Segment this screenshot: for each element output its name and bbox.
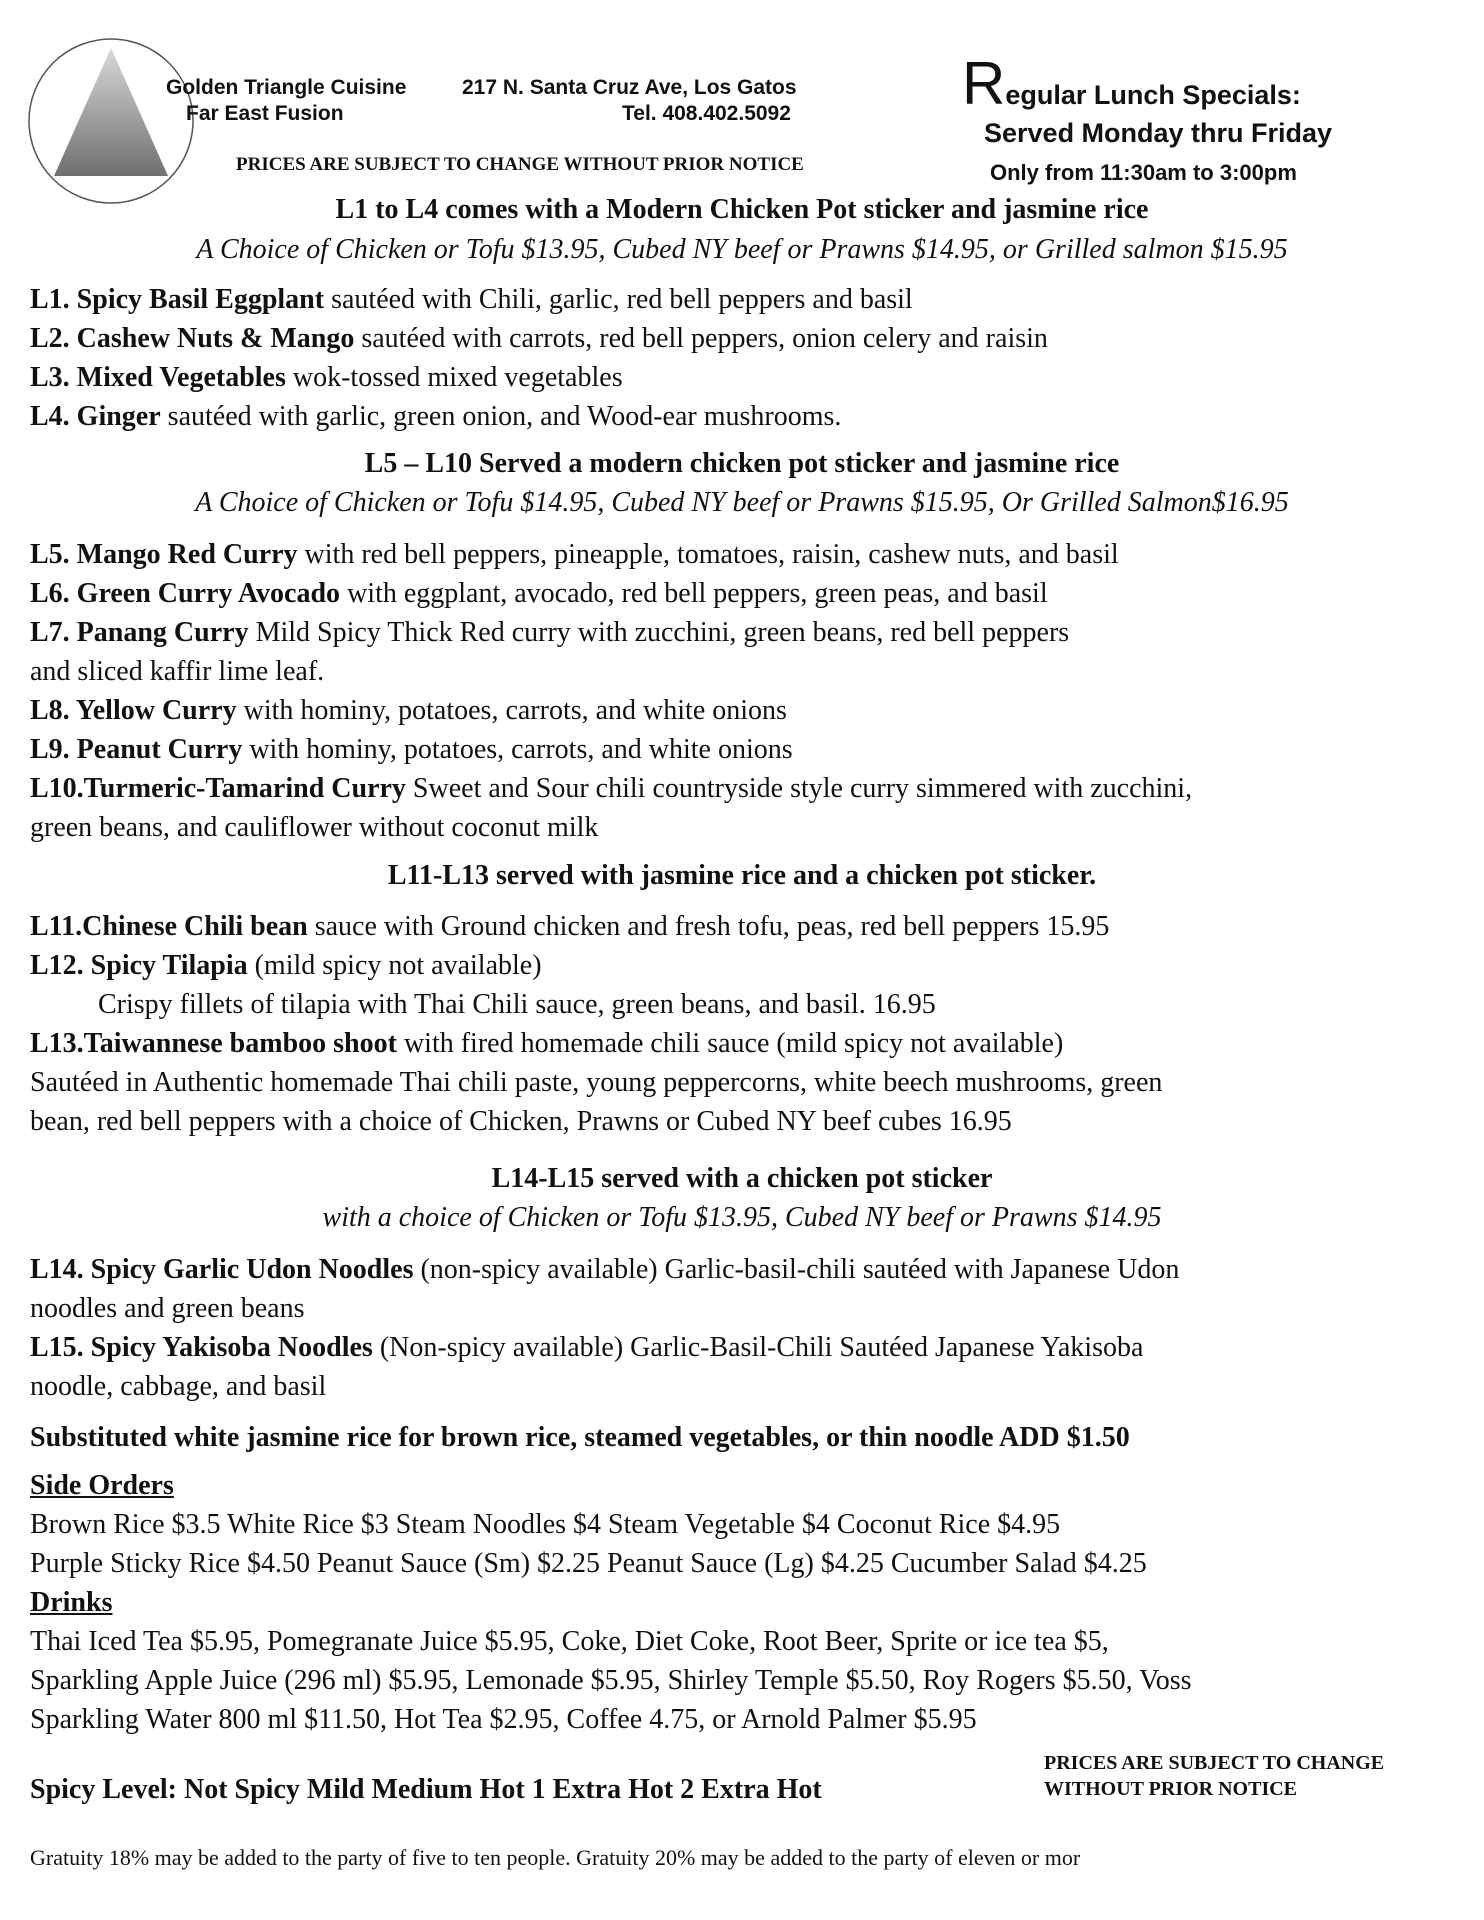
drinks-line: Sparkling Apple Juice (296 ml) $5.95, Lemonade $5.95, Shirley Temple $5.50, Roy Rogers $5.50, Voss [30,1665,1192,1696]
list-item: L15. Spicy Yakisoba Noodles (Non-spicy available) Garlic-Basil-Chili Sautéed Japanese Yakisoba [30,1332,1144,1363]
section-heading-l1-l4: L1 to L4 comes with a Modern Chicken Pot sticker and jasmine rice [335,194,1149,225]
triangle-logo-icon [26,36,196,206]
spicy-level: Spicy Level: Not Spicy Mild Medium Hot 1 Extra Hot 2 Extra Hot [30,1774,822,1805]
served-days: Served Monday thru Friday [984,118,1333,148]
list-item: L8. Yellow Curry with hominy, potatoes, carrots, and white onions [30,695,787,726]
restaurant-address: 217 N. Santa Cruz Ave, Los Gatos [462,76,797,99]
drinks-line: Thai Iced Tea $5.95, Pomegranate Juice $5.95, Coke, Diet Coke, Root Beer, Sprite or ice tea $5, [30,1626,1109,1657]
list-item-continuation: Sautéed in Authentic homemade Thai chili paste, young peppercorns, white beech mushrooms, green [30,1067,1163,1098]
substitution-note: Substituted white jasmine rice for brown rice, steamed vegetables, or thin noodle ADD $1.50 [30,1422,1130,1453]
list-item: L2. Cashew Nuts & Mango sautéed with carrots, red bell peppers, onion celery and raisin [30,323,1048,354]
list-item: L4. Ginger sautéed with garlic, green onion, and Wood-ear mushrooms. [30,401,842,432]
list-item-continuation: bean, red bell peppers with a choice of Chicken, Prawns or Cubed NY beef cubes 16.95 [30,1106,1012,1137]
list-item: L7. Panang Curry Mild Spicy Thick Red curry with zucchini, green beans, red bell peppers [30,617,1070,648]
list-item-continuation: and sliced kaffir lime leaf. [30,656,325,687]
section-heading-l11-l13: L11-L13 served with jasmine rice and a chicken pot sticker. [387,860,1097,891]
footer-price-notice-line2: WITHOUT PRIOR NOTICE [1044,1778,1298,1800]
drinks-title: Drinks [30,1587,113,1618]
side-orders-line: Purple Sticky Rice $4.50 Peanut Sauce (Sm) $2.25 Peanut Sauce (Lg) $4.25 Cucumber Salad $4.25 [30,1548,1147,1579]
list-item: L6. Green Curry Avocado with eggplant, avocado, red bell peppers, green peas, and basil [30,578,1048,609]
side-orders-line: Brown Rice $3.5 White Rice $3 Steam Noodles $4 Steam Vegetable $4 Coconut Rice $4.95 [30,1509,1061,1540]
restaurant-tagline: Far East Fusion [186,102,344,125]
list-item: L1. Spicy Basil Eggplant sautéed with Chili, garlic, red bell peppers and basil [30,284,913,315]
title-initial: R [962,50,1006,117]
price-notice: PRICES ARE SUBJECT TO CHANGE WITHOUT PRIOR NOTICE [236,154,804,175]
section-heading-l14-l15: L14-L15 served with a chicken pot sticker [491,1163,993,1194]
list-item: L11.Chinese Chili bean sauce with Ground chicken and fresh tofu, peas, red bell peppers 15.95 [30,911,1110,942]
list-item-continuation: noodle, cabbage, and basil [30,1371,327,1402]
drinks-line: Sparkling Water 800 ml $11.50, Hot Tea $2.95, Coffee 4.75, or Arnold Palmer $5.95 [30,1704,977,1735]
list-item: L9. Peanut Curry with hominy, potatoes, carrots, and white onions [30,734,793,765]
section-pricing-l1-l4: A Choice of Chicken or Tofu $13.95, Cubed NY beef or Prawns $14.95, or Grilled salmon $15.95 [196,234,1288,265]
list-item: L5. Mango Red Curry with red bell peppers, pineapple, tomatoes, raisin, cashew nuts, and basil [30,539,1119,570]
section-heading-l5-l10: L5 – L10 Served a modern chicken pot sticker and jasmine rice [364,448,1120,479]
list-item: L12. Spicy Tilapia (mild spicy not available) [30,950,542,981]
list-item-continuation: green beans, and cauliflower without coconut milk [30,812,599,843]
page-title [962,50,1301,117]
restaurant-phone: Tel. 408.402.5092 [622,102,791,125]
list-item-continuation: noodles and green beans [30,1293,305,1324]
list-item: L14. Spicy Garlic Udon Noodles (non-spicy available) Garlic-basil-chili sautéed with Japanese Udon [30,1254,1180,1285]
section-pricing-l14-l15: with a choice of Chicken or Tofu $13.95, Cubed NY beef or Prawns $14.95 [322,1202,1162,1233]
gratuity-note: Gratuity 18% may be added to the party of five to ten people. Gratuity 20% may be added to the party of eleven or mor [30,1845,1081,1870]
section-pricing-l5-l10: A Choice of Chicken or Tofu $14.95, Cubed NY beef or Prawns $15.95, Or Grilled Salmon$16.95 [195,487,1289,518]
title-rest: egular Lunch Specials: [1005,80,1301,110]
footer-price-notice-line1: PRICES ARE SUBJECT TO CHANGE [1044,1752,1385,1774]
side-orders-title: Side Orders [30,1470,174,1501]
list-item: L10.Turmeric-Tamarind Curry Sweet and Sour chili countryside style curry simmered with zucchini, [30,773,1193,804]
list-item: L13.Taiwannese bamboo shoot with fired homemade chili sauce (mild spicy not available) [30,1028,1064,1059]
list-item-continuation: Crispy fillets of tilapia with Thai Chili sauce, green beans, and basil. 16.95 [98,989,936,1020]
served-hours: Only from 11:30am to 3:00pm [990,160,1297,185]
restaurant-name: Golden Triangle Cuisine [166,76,407,99]
list-item: L3. Mixed Vegetables wok-tossed mixed vegetables [30,362,623,393]
